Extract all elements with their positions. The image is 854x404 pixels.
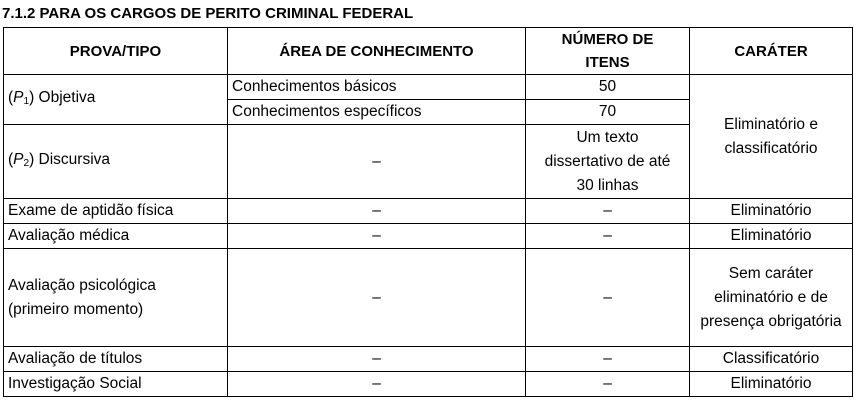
cell-social-tipo: Investigação Social (4, 372, 228, 397)
cell-titulos-carater: Classificatório (690, 347, 853, 372)
cell-medica-area: – (228, 224, 526, 249)
cell-p1-itens-especificos: 70 (526, 100, 690, 125)
table-row (4, 224, 853, 249)
cell-social-carater: Eliminatório (690, 372, 853, 397)
header-numero-itens: NÚMERO DE ITENS (526, 28, 690, 75)
cell-titulos-itens: – (526, 347, 690, 372)
cell-aptidao-itens: – (526, 199, 690, 224)
cell-shared-carater: Eliminatório e classificatório (690, 75, 853, 199)
table-row (4, 75, 853, 100)
p1-subscript: 1 (23, 95, 30, 107)
header-carater: CARÁTER (690, 28, 853, 75)
cell-p2-tipo: $(P_2)$ Discursiva (4, 125, 228, 199)
cell-aptidao-area: – (228, 199, 526, 224)
p1-letter: P (13, 88, 24, 106)
exam-table (3, 27, 853, 397)
cell-psicologica-itens: – (526, 249, 690, 347)
cell-p1-itens-basicos: 50 (526, 75, 690, 100)
cell-medica-tipo: Avaliação médica (4, 224, 228, 249)
cell-p1-area-basicos: Conhecimentos básicos (228, 75, 526, 100)
table-row (4, 199, 853, 224)
cell-p2-itens: Um texto dissertativo de até 30 linhas (526, 125, 690, 199)
cell-p1-tipo: $(P_1)$ Objetiva (4, 75, 228, 125)
header-prova-tipo: PROVA/TIPO (4, 28, 228, 75)
cell-titulos-tipo: Avaliação de títulos (4, 347, 228, 372)
cell-medica-itens: – (526, 224, 690, 249)
table-row (4, 372, 853, 397)
header-area: ÁREA DE CONHECIMENTO (228, 28, 526, 75)
cell-medica-carater: Eliminatório (690, 224, 853, 249)
cell-psicologica-tipo: Avaliação psicológica (primeiro momento) (4, 249, 228, 347)
cell-p1-area-especificos: Conhecimentos específicos (228, 100, 526, 125)
cell-aptidao-carater: Eliminatório (690, 199, 853, 224)
cell-p2-area: – (228, 125, 526, 199)
cell-psicologica-carater: Sem caráter eliminatório e de presença obrigatória (690, 249, 853, 347)
cell-aptidao-tipo: Exame de aptidão física (4, 199, 228, 224)
p2-subscript: 2 (23, 157, 30, 169)
p2-letter: P (13, 150, 24, 168)
cell-titulos-area: – (228, 347, 526, 372)
table-row (4, 249, 853, 347)
cell-psicologica-area: – (228, 249, 526, 347)
section-title: 7.1.2 PARA OS CARGOS DE PERITO CRIMINAL FEDERAL (2, 5, 414, 22)
cell-social-itens: – (526, 372, 690, 397)
cell-social-area: – (228, 372, 526, 397)
header-row (4, 28, 853, 75)
table-row (4, 347, 853, 372)
